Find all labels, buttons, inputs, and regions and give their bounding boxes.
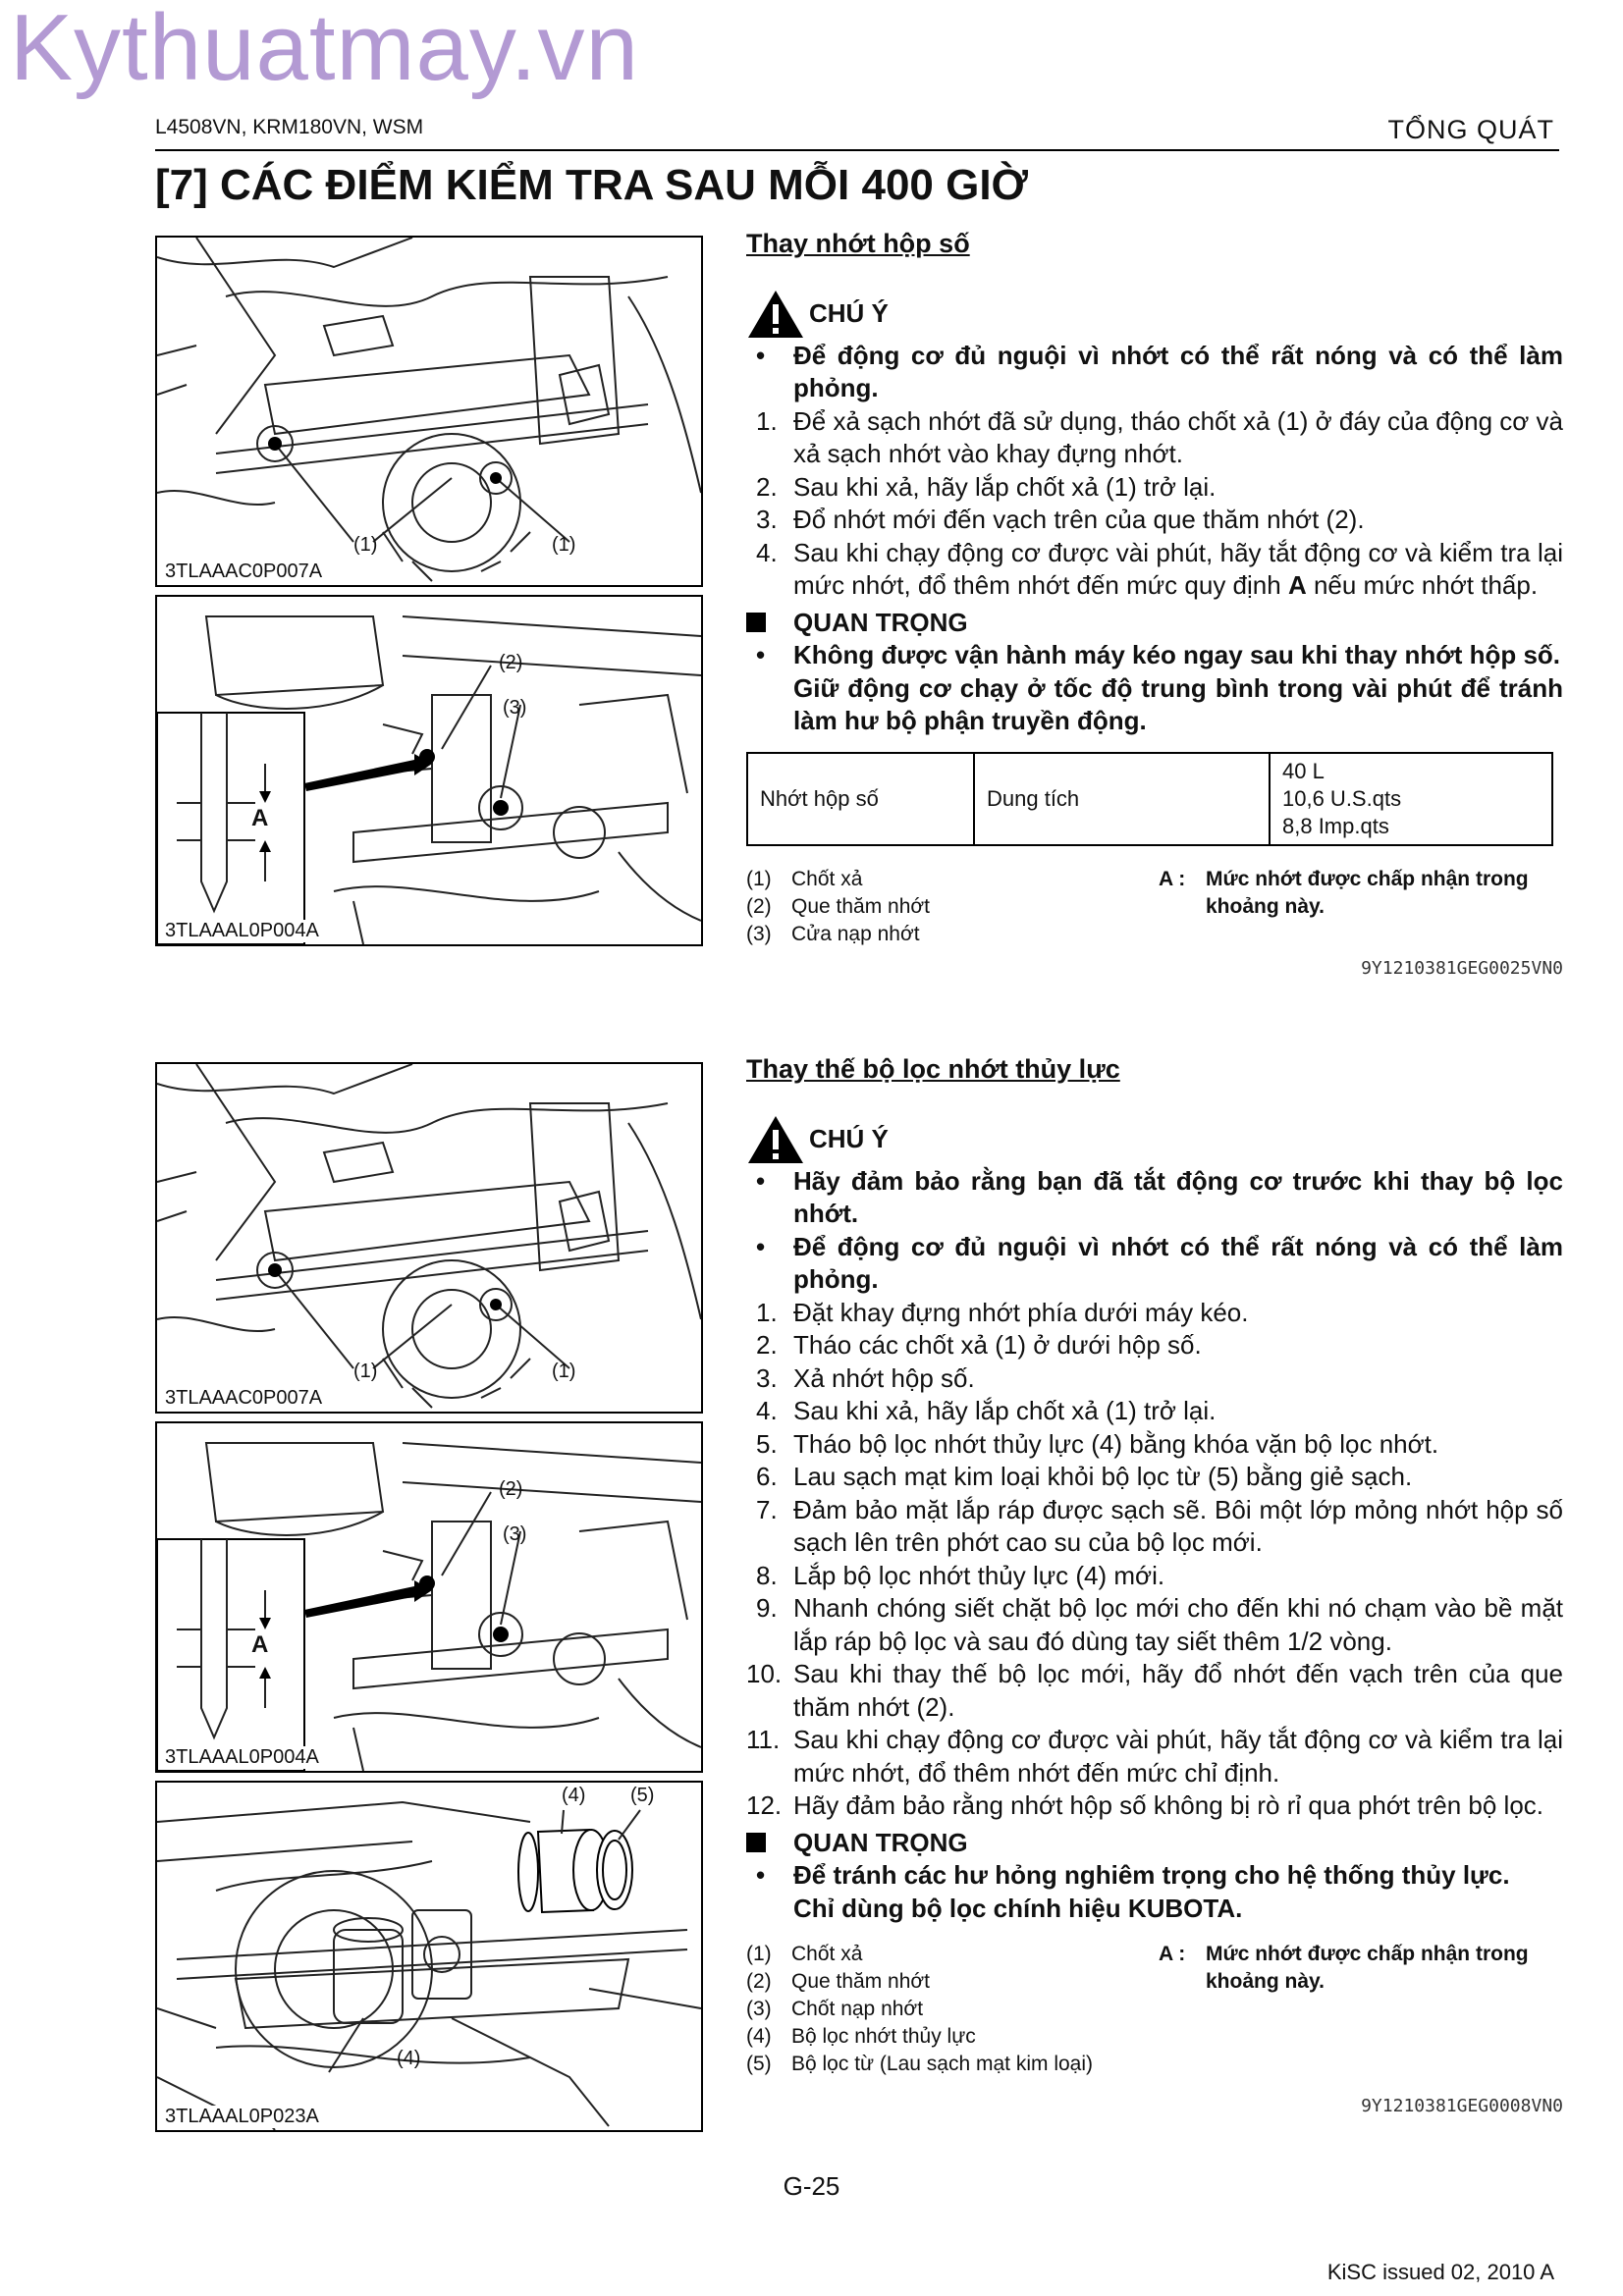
legend-a: A : Mức nhớt được chấp nhận trong khoảng này.	[1159, 1943, 1529, 1993]
callout-drain-plug-1b: (1)	[552, 534, 576, 556]
dipstick-illustration	[157, 597, 701, 944]
callout-dipstick: (2)	[499, 652, 523, 673]
table-cell: Dung tích	[974, 753, 1270, 845]
page-number: G-25	[783, 2171, 840, 2201]
page-title: [7] CÁC ĐIỂM KIỂM TRA SAU MỖI 400 GIỜ	[155, 161, 1029, 209]
figure-hydraulic-filter	[155, 1781, 703, 2132]
legend-item: (1) Chốt xả	[746, 1943, 863, 1965]
figure-code: 3TLAAAL0P004A	[165, 1746, 319, 1768]
figure-drain-plugs-2	[155, 1062, 703, 1414]
callout-filler: (3)	[503, 697, 527, 719]
section-title: Thay nhớt hộp số	[746, 229, 970, 258]
figure-code: 3TLAAAL0P023A	[165, 2106, 319, 2127]
caution-label: CHÚ Ý	[809, 297, 889, 328]
callout-drain-plug-1b: (1)	[552, 1361, 576, 1382]
legend-item: (1) Chốt xả	[746, 867, 863, 890]
figure-dipstick	[155, 595, 703, 946]
figure-code: 3TLAAAL0P004A	[165, 920, 319, 941]
important-header	[746, 607, 1563, 640]
caution-bullet: • Để động cơ đủ nguội vì nhớt có thể rất nóng và có thể làm phỏng.	[756, 1231, 1563, 1294]
important-bullet: • Để tránh các hư hỏng nghiêm trọng cho hệ thống thủy lực.	[756, 1860, 1510, 1890]
legend-item: (2) Que thăm nhớt	[746, 1970, 931, 1993]
callout-dipstick: (2)	[499, 1478, 523, 1500]
caution-header	[746, 1114, 1563, 1165]
square-bullet-icon	[746, 613, 766, 632]
legend-list	[746, 866, 1159, 948]
caution-header	[746, 289, 1563, 340]
important-text: Chỉ dùng bộ lọc chính hiệu KUBOTA.	[793, 1893, 1243, 1923]
issue-note: KiSC issued 02, 2010 A	[1326, 2260, 1554, 2284]
caution-bullet: • Để động cơ đủ nguội vì nhớt có thể rất nóng và có thể làm phỏng.	[756, 340, 1563, 402]
capacity-table	[746, 752, 1553, 846]
figure-drain-plugs	[155, 236, 703, 587]
important-header	[746, 1827, 1563, 1860]
callout-level-a: A	[251, 1631, 269, 1658]
legend-item: (4) Bộ lọc nhớt thủy lực	[746, 2025, 976, 2048]
drain-plug-illustration	[157, 1064, 701, 1412]
important-text: Giữ động cơ chạy ở tốc độ trung bình trong vài phút để tránh làm hư bộ phận truyền động.	[793, 672, 1563, 735]
section-title: Thay thế bộ lọc nhớt thủy lực	[746, 1054, 1120, 1084]
legend-item: (2) Que thăm nhớt	[746, 894, 931, 918]
warning-triangle-icon	[746, 289, 805, 340]
legend-item: (3) Chốt nạp nhớt	[746, 1998, 924, 2020]
legend-item: (5) Bộ lọc từ (Lau sạch mạt kim loại)	[746, 2053, 1094, 2075]
callout-filler: (3)	[503, 1523, 527, 1545]
step: 3. Xả nhớt hộp số.	[756, 1362, 975, 1393]
step: 6. Lau sạch mạt kim loại khỏi bộ lọc từ (5) bằng giẻ sạch.	[756, 1462, 1413, 1491]
dipstick-illustration	[157, 1423, 701, 1771]
figure-code: 3TLAAAC0P007A	[165, 561, 323, 582]
square-bullet-icon	[746, 1833, 766, 1852]
callout-drain-plug-1: (1)	[353, 534, 378, 556]
step: 1. Đặt khay đựng nhớt phía dưới máy kéo.	[756, 1297, 1249, 1327]
section-gear-oil-change	[746, 228, 1563, 985]
callout-magnetic-filter: (5)	[630, 1785, 655, 1806]
doc-code: 9Y1210381GEG0025VN0	[1361, 957, 1563, 979]
step: 12. Hãy đảm bảo rằng nhớt hộp số không bị rò rỉ qua phớt trên bộ lọc.	[746, 1790, 1544, 1820]
step: 9. Nhanh chóng siết chặt bộ lọc mới cho đến khi nó chạm vào bề mặt lắp ráp bộ lọc và sau đó dùng tay siết thêm 1/2 vòng.	[756, 1593, 1563, 1656]
callout-drain-plug-1: (1)	[353, 1361, 378, 1382]
table-cell: Nhớt hộp số	[747, 753, 974, 845]
important-label: QUAN TRỌNG	[793, 1827, 968, 1857]
step: 11. Sau khi chạy động cơ được vài phút, hãy tắt động cơ và kiểm tra lại mức nhớt, đổ thêm nhớt đến mức chỉ định.	[746, 1725, 1563, 1788]
important-bullet: • Không được vận hành máy kéo ngay sau khi thay nhớt hộp số.	[756, 640, 1561, 669]
callout-level-a: A	[251, 805, 269, 831]
header-model: L4508VN, KRM180VN, WSM	[155, 116, 424, 138]
step: 2. Sau khi xả, hãy lắp chốt xả (1) trở lại.	[756, 471, 1217, 502]
step: 4. Sau khi xả, hãy lắp chốt xả (1) trở lại.	[756, 1396, 1217, 1425]
figure-code: 3TLAAAC0P007A	[165, 1387, 323, 1409]
callout-hydraulic-filter-2: (4)	[397, 2048, 421, 2069]
table-cell: 40 L 10,6 U.S.qts 8,8 Imp.qts	[1270, 753, 1552, 845]
step: 10. Sau khi thay thế bộ lọc mới, hãy đổ nhớt đến vạch trên của que thăm nhớt (2).	[746, 1659, 1563, 1722]
header-rule	[155, 149, 1559, 151]
doc-code: 9Y1210381GEG0008VN0	[1361, 2096, 1563, 2116]
section-hydraulic-filter	[746, 1053, 1563, 2123]
watermark: Kythuatmay.vn	[10, 0, 639, 100]
caution-label: CHÚ Ý	[809, 1123, 889, 1153]
step: 2. Tháo các chốt xả (1) ở dưới hộp số.	[756, 1330, 1202, 1360]
figure-dipstick-2	[155, 1421, 703, 1773]
step: 3. Đổ nhớt mới đến vạch trên của que thăm nhớt (2).	[756, 505, 1365, 534]
header-section: TỔNG QUÁT	[1387, 115, 1554, 144]
legend-item: (3) Cửa nạp nhớt	[746, 922, 920, 945]
step: 5. Tháo bộ lọc nhớt thủy lực (4) bằng khóa vặn bộ lọc nhớt.	[756, 1428, 1439, 1459]
step: 8. Lắp bộ lọc nhớt thủy lực (4) mới.	[756, 1560, 1165, 1590]
step: 1. Để xả sạch nhớt đã sử dụng, tháo chốt xả (1) ở đáy của động cơ và xả sạch nhớt vào khay đựng nhớt.	[756, 405, 1563, 468]
hydraulic-filter-illustration	[157, 1783, 701, 2130]
important-label: QUAN TRỌNG	[793, 607, 968, 637]
warning-triangle-icon	[746, 1114, 805, 1165]
legend-list	[746, 1941, 1159, 2078]
callout-hydraulic-filter: (4)	[562, 1785, 586, 1806]
step: 7. Đảm bảo mặt lắp ráp được sạch sẽ. Bôi một lớp mỏng nhớt hộp số sạch lên trên phớt cao su của bộ lọc mới.	[756, 1494, 1563, 1557]
step: 4. Sau khi chạy động cơ được vài phút, hãy tắt động cơ và kiểm tra lại mức nhớt, đổ thêm nhớt đến mức quy định A nếu mức nhớt thấp.	[756, 537, 1563, 600]
caution-bullet: • Hãy đảm bảo rằng bạn đã tắt động cơ trước khi thay bộ lọc nhớt.	[756, 1165, 1563, 1228]
legend-a: A : Mức nhớt được chấp nhận trong khoảng này.	[1159, 867, 1529, 918]
drain-plug-illustration	[157, 238, 701, 585]
